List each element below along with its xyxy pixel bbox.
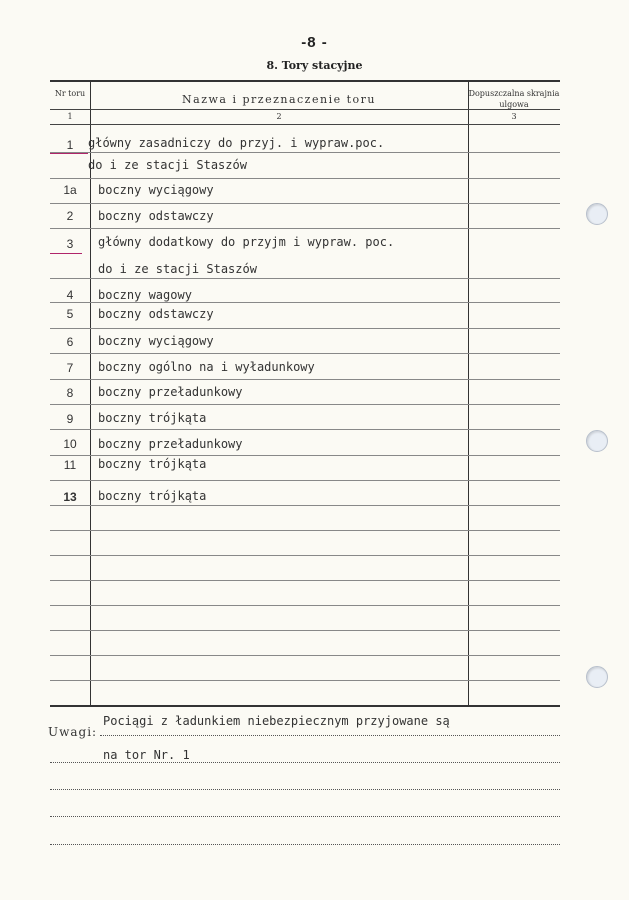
remarks-line-2: na tor Nr. 1 [103,748,190,762]
track-name: główny dodatkowy do przyjm i wypraw. poc. [98,235,395,249]
header-divider [50,109,560,110]
remarks-dotted-line [50,762,560,763]
column-number-3: 3 [511,112,517,121]
track-number: 6 [66,335,74,349]
binder-hole [586,430,608,452]
track-number: 3 [66,237,74,251]
track-name: boczny trójkąta [98,489,207,503]
red-underline [50,153,88,154]
column-divider [468,82,469,705]
track-number: 7 [66,361,74,375]
track-name: boczny wyciągowy [98,334,214,348]
header-track-name: Nazwa i przeznaczenie toru [182,93,376,106]
page-number: -8 - [301,34,328,51]
remarks-dotted-line [100,735,560,736]
remarks-label: Uwagi: [48,725,98,739]
track-name: boczny ogólno na i wyładunkowy [98,360,315,374]
station-tracks-table [50,80,560,707]
header-divider [50,124,560,125]
track-number: 1 [66,138,74,152]
track-name: boczny przeładunkowy [98,385,243,399]
track-number: 11 [63,458,77,472]
track-name: boczny odstawczy [98,307,214,321]
remarks-dotted-line [50,844,560,845]
column-number-1: 1 [67,112,73,121]
binder-hole [586,666,608,688]
section-title: 8. Tory stacyjne [266,59,363,72]
track-name: do i ze stacji Staszów [88,158,247,172]
track-number: 4 [66,288,74,302]
remarks-line-1: Pociągi z ładunkiem niebezpiecznym przyjowane są [103,714,450,728]
remarks-dotted-line [50,816,560,817]
track-name: boczny odstawczy [98,209,214,223]
track-name: boczny przeładunkowy [98,437,243,451]
column-divider [90,82,91,705]
track-number: 8 [66,386,74,400]
binder-hole [586,203,608,225]
track-name: do i ze stacji Staszów [98,262,257,276]
track-name: boczny trójkąta [98,457,207,471]
track-number: 13 [63,490,77,504]
track-name: boczny wagowy [98,288,192,302]
track-number: 10 [63,437,77,451]
remarks-dotted-line [50,789,560,790]
track-number: 9 [66,412,74,426]
header-clearance: Dopuszczalna skrajnia ulgowa [468,89,560,109]
track-number: 2 [66,209,74,223]
track-number: 1a [63,183,77,197]
red-underline [50,253,82,254]
track-name: boczny trójkąta [98,411,207,425]
track-name: boczny wyciągowy [98,183,214,197]
track-name: główny zasadniczy do przyj. i wypraw.poc. [88,136,385,150]
track-number: 5 [66,307,74,321]
column-number-2: 2 [276,112,282,121]
header-track-number: Nr toru [54,89,86,98]
